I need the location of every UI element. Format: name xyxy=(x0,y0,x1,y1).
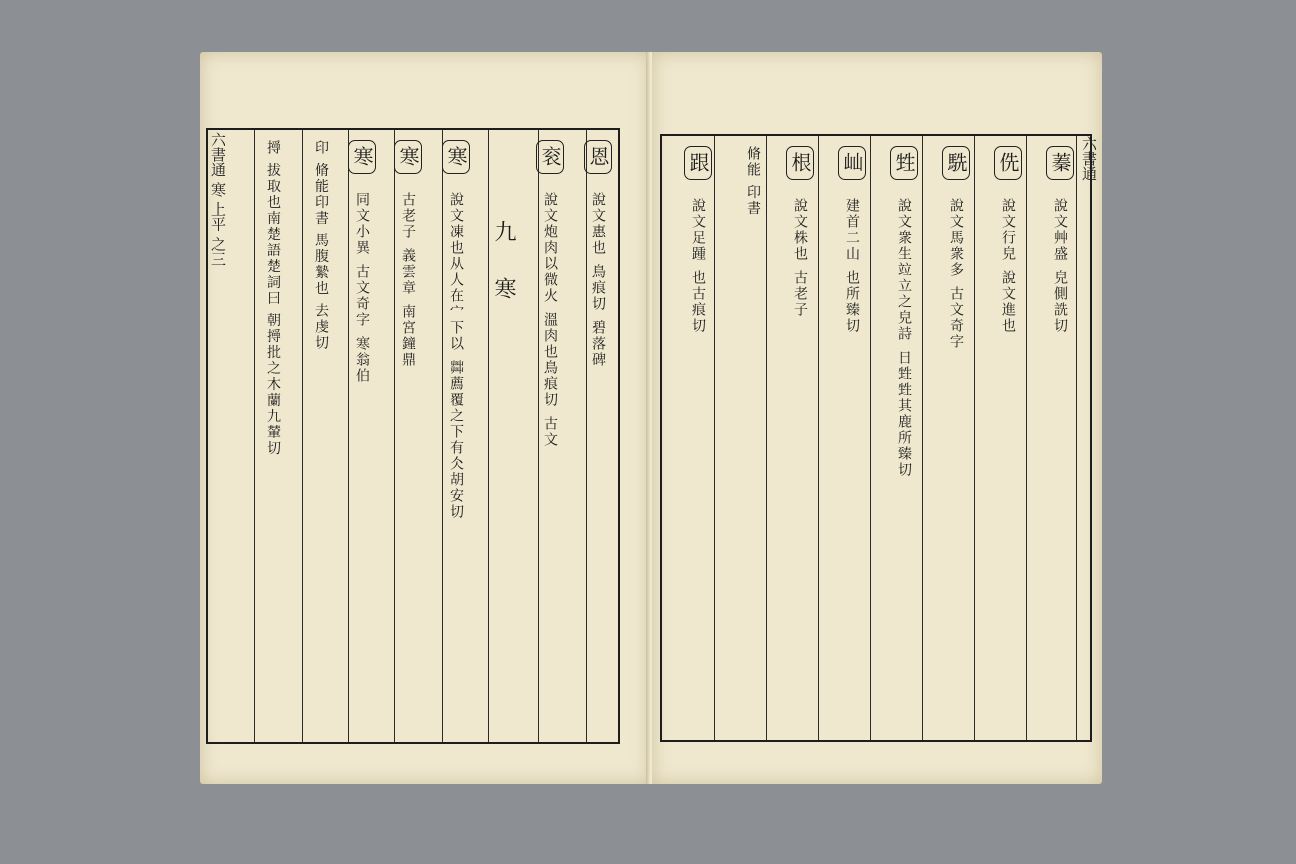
right-col-8: 跟 說文足踵 也古痕切 xyxy=(684,146,712,334)
left-col-6: 寒 同文小異 古文奇字 寒翁伯 xyxy=(348,140,376,384)
right-col-3: 駪 說文馬衆多 古文奇字 xyxy=(942,146,970,350)
chapter-title: 九 寒 xyxy=(491,220,516,313)
left-col-1: 恩 說文惠也 鳥痕切 碧落碑 xyxy=(584,140,612,368)
head-char: 恩 xyxy=(584,140,612,174)
left-page-frame xyxy=(206,128,620,744)
right-margin-label: 六書通 xyxy=(1080,136,1098,181)
left-col-7: 印 脩能印書 馬腹縶也 去虔切 xyxy=(313,140,329,352)
left-col-8: 㩊 拔取也南楚語楚詞曰 朝㩊批之木蘭九輦切 xyxy=(265,140,281,457)
right-page-frame xyxy=(660,134,1092,742)
right-page xyxy=(652,52,1102,784)
left-col-5: 寒 古老子 義雲章 南宮鐘鼎 xyxy=(394,140,422,368)
right-col-6: 根 說文株也 古老子 xyxy=(786,146,814,318)
right-col-1: 蓁 說文艸盛 皃側詵切 xyxy=(1046,146,1074,334)
left-margin-label: 六書通 寒 上平 之三 xyxy=(209,132,227,267)
right-col-2: 侁 說文行皃 說文進也 xyxy=(994,146,1022,334)
left-col-4: 寒 說文凍也从人在宀下以 茻薦覆之下有仌胡安切 xyxy=(442,140,470,520)
left-col-2: 衮 說文炮肉以微火 溫肉也鳥痕切 古文 xyxy=(536,140,564,448)
right-col-7: 脩能 印書 xyxy=(745,146,761,217)
book-spread xyxy=(200,52,1104,788)
right-col-5: 屾 建首二山 也所臻切 xyxy=(838,146,866,334)
left-page xyxy=(200,52,650,784)
right-col-4: 甡 說文衆生竝立之皃詩 日甡甡其鹿所臻切 xyxy=(890,146,918,478)
